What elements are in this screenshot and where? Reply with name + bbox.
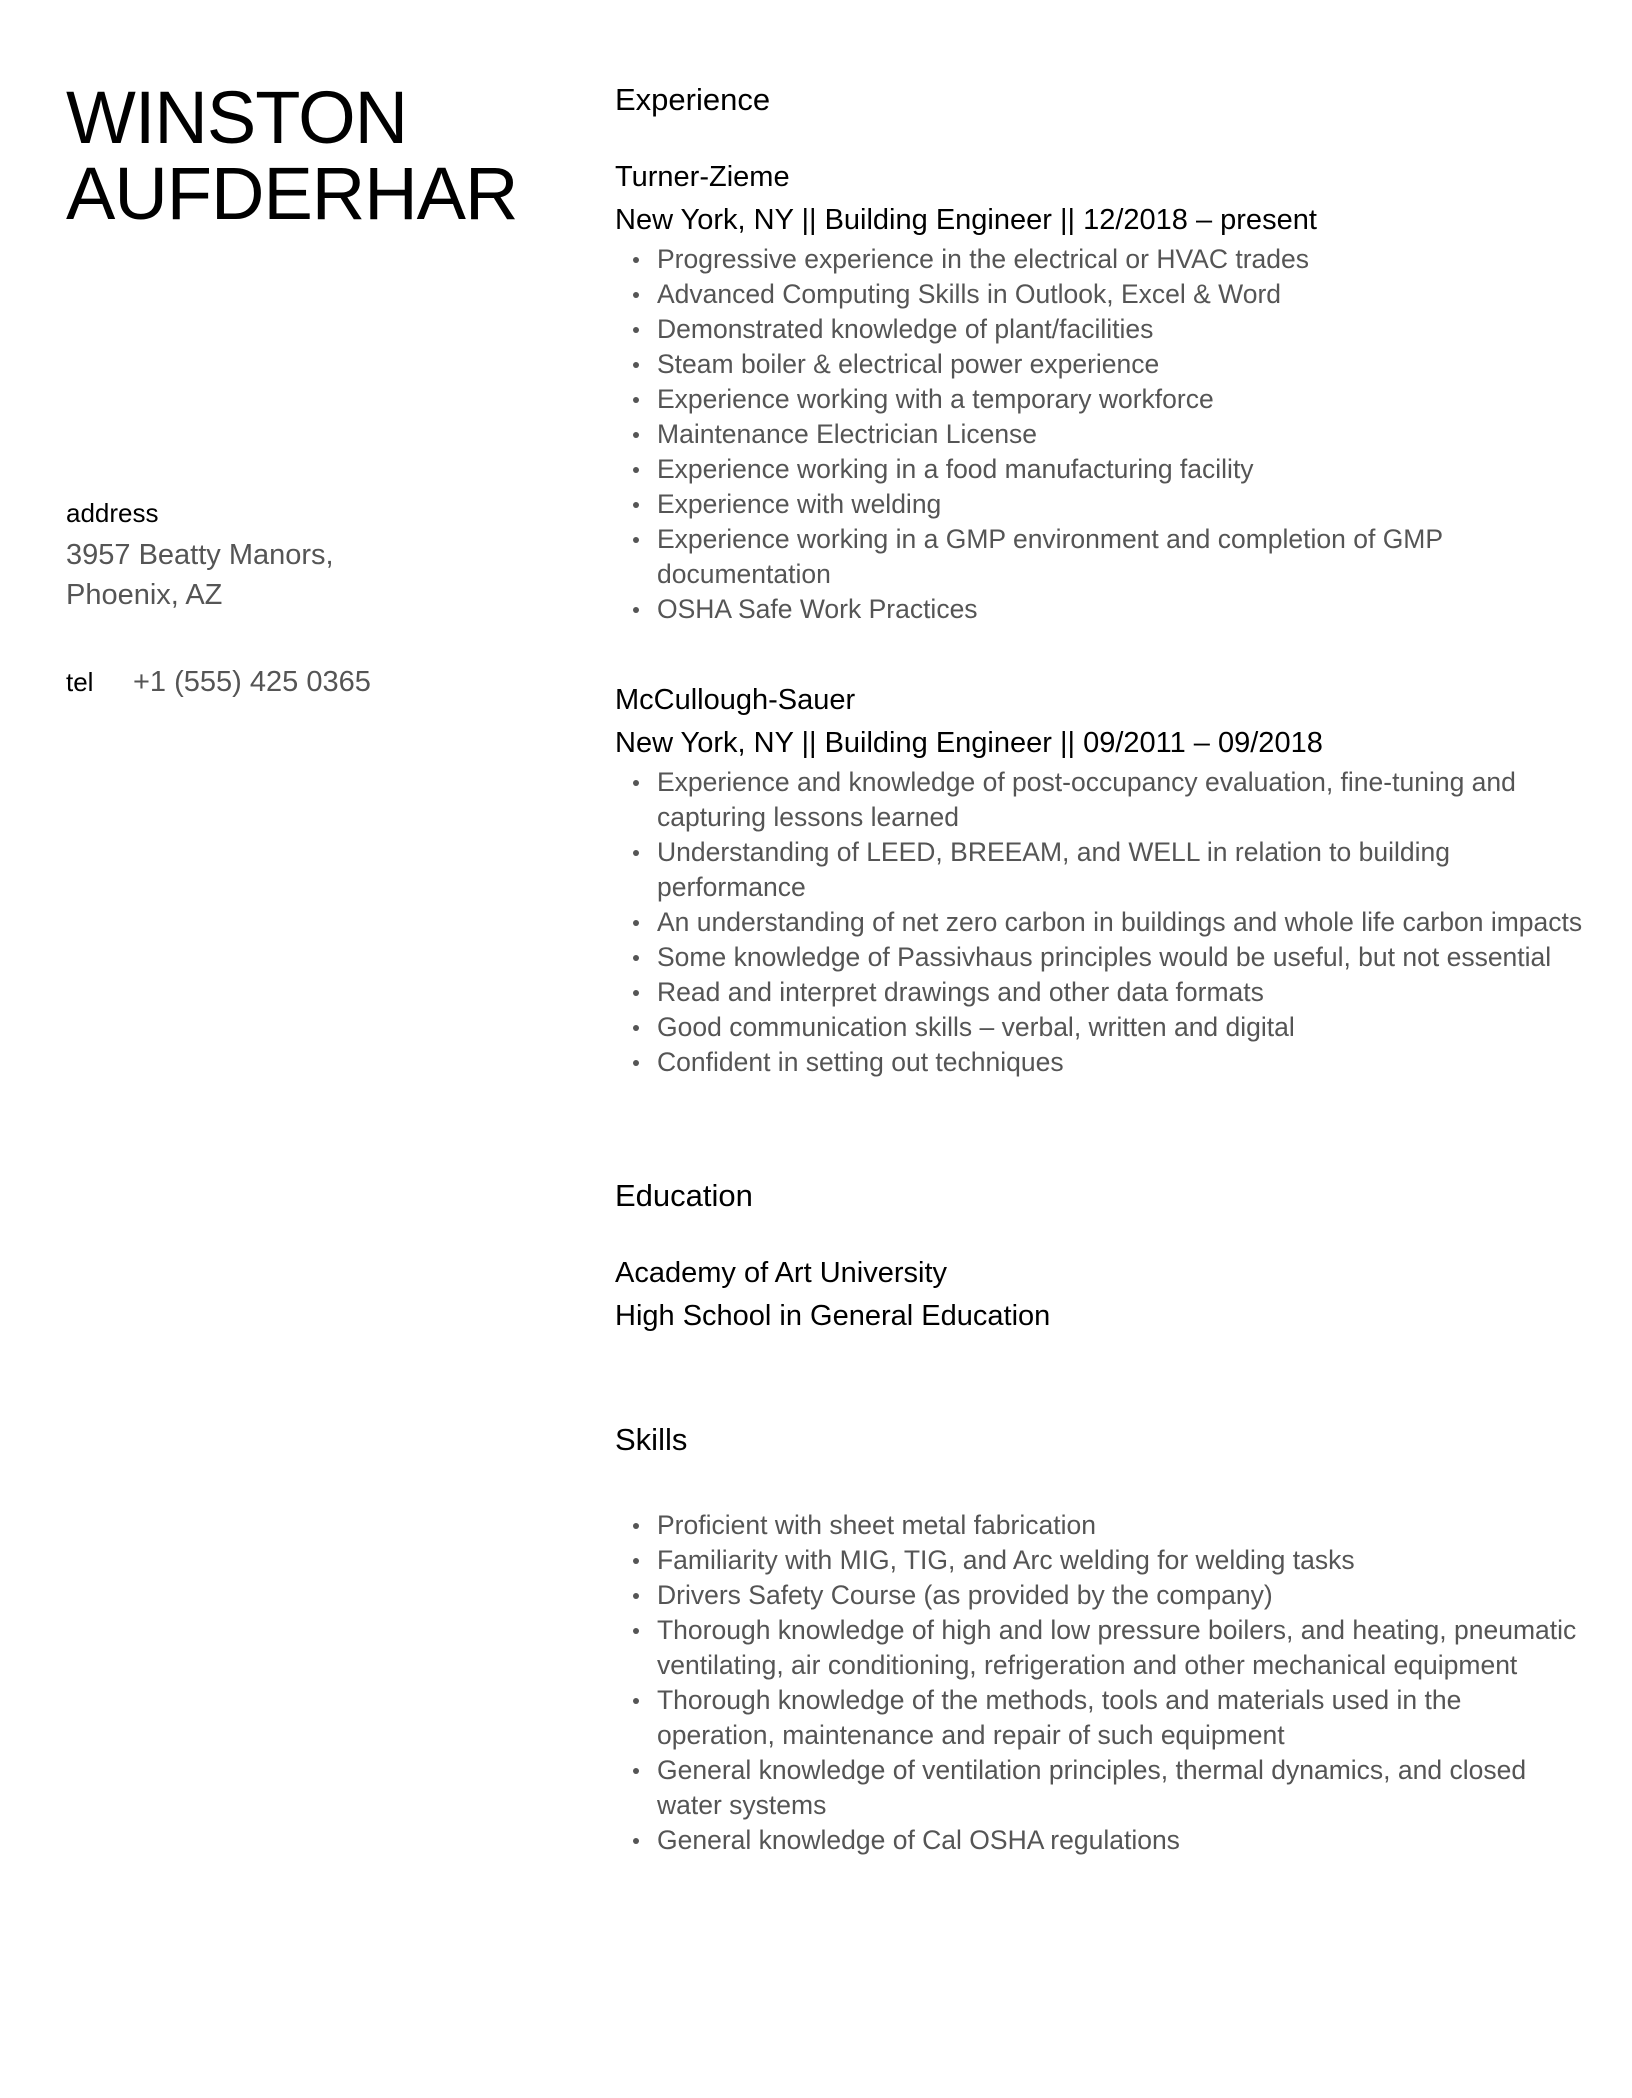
list-item: Some knowledge of Passivhaus principles would be useful, but not essential [657, 940, 1585, 975]
list-item: Progressive experience in the electrical or HVAC trades [657, 242, 1585, 277]
skills-list [615, 1508, 1585, 1858]
job-meta: New York, NY || Building Engineer || 12/2018 – present [615, 204, 1317, 236]
main-content [615, 80, 1585, 1858]
list-item: Experience working with a temporary workforce [657, 382, 1585, 417]
job-meta: New York, NY || Building Engineer || 09/2011 – 09/2018 [615, 727, 1323, 759]
job-company: McCullough-Sauer [615, 684, 856, 716]
name-first: WINSTON [66, 76, 408, 159]
address-line-2: Phoenix, AZ [66, 579, 223, 611]
list-item: Familiarity with MIG, TIG, and Arc welding for welding tasks [657, 1543, 1585, 1578]
list-item: General knowledge of ventilation principles, thermal dynamics, and closed water systems [657, 1753, 1585, 1823]
list-item: Experience working in a GMP environment and completion of GMP documentation [657, 522, 1585, 592]
job-bullets [615, 242, 1585, 627]
list-item: Confident in setting out techniques [657, 1045, 1585, 1080]
job-bullets [615, 765, 1585, 1080]
education-entry [615, 1252, 1585, 1338]
experience-section [615, 80, 1585, 1080]
experience-title: Experience [615, 82, 771, 117]
education-school: Academy of Art University [615, 1257, 947, 1289]
tel-block [66, 666, 371, 699]
list-item: Demonstrated knowledge of plant/facilities [657, 312, 1585, 347]
skills-section [615, 1420, 1585, 1858]
education-title: Education [615, 1178, 753, 1213]
job-company: Turner-Zieme [615, 161, 790, 193]
list-item: General knowledge of Cal OSHA regulations [657, 1823, 1585, 1858]
list-item: Maintenance Electrician License [657, 417, 1585, 452]
education-degree: High School in General Education [615, 1300, 1051, 1332]
list-item: Thorough knowledge of high and low pressure boilers, and heating, pneumatic ventilating, air conditioning, refrigeration and other mechanical equipment [657, 1613, 1585, 1683]
name-last: AUFDERHAR [66, 152, 518, 235]
list-item: Understanding of LEED, BREEAM, and WELL in relation to building performance [657, 835, 1585, 905]
list-item: Experience with welding [657, 487, 1585, 522]
address-block [66, 498, 334, 615]
list-item: OSHA Safe Work Practices [657, 592, 1585, 627]
list-item: Steam boiler & electrical power experience [657, 347, 1585, 382]
skills-title: Skills [615, 1422, 688, 1457]
candidate-name [66, 76, 566, 235]
tel-label: tel [66, 667, 94, 697]
job-entry [615, 679, 1585, 1080]
address-line-1: 3957 Beatty Manors, [66, 539, 334, 571]
list-item: Experience working in a food manufacturing facility [657, 452, 1585, 487]
education-section [615, 1176, 1585, 1338]
tel-value: +1 (555) 425 0365 [133, 666, 371, 698]
job-entry [615, 156, 1585, 627]
list-item: Good communication skills – verbal, written and digital [657, 1010, 1585, 1045]
list-item: Advanced Computing Skills in Outlook, Excel & Word [657, 277, 1585, 312]
list-item: Drivers Safety Course (as provided by the company) [657, 1578, 1585, 1613]
address-label: address [66, 498, 159, 528]
list-item: Read and interpret drawings and other data formats [657, 975, 1585, 1010]
list-item: Thorough knowledge of the methods, tools and materials used in the operation, maintenance and repair of such equipment [657, 1683, 1585, 1753]
sidebar [66, 76, 566, 698]
list-item: Proficient with sheet metal fabrication [657, 1508, 1585, 1543]
list-item: An understanding of net zero carbon in buildings and whole life carbon impacts [657, 905, 1585, 940]
list-item: Experience and knowledge of post-occupancy evaluation, fine-tuning and capturing lessons learned [657, 765, 1585, 835]
